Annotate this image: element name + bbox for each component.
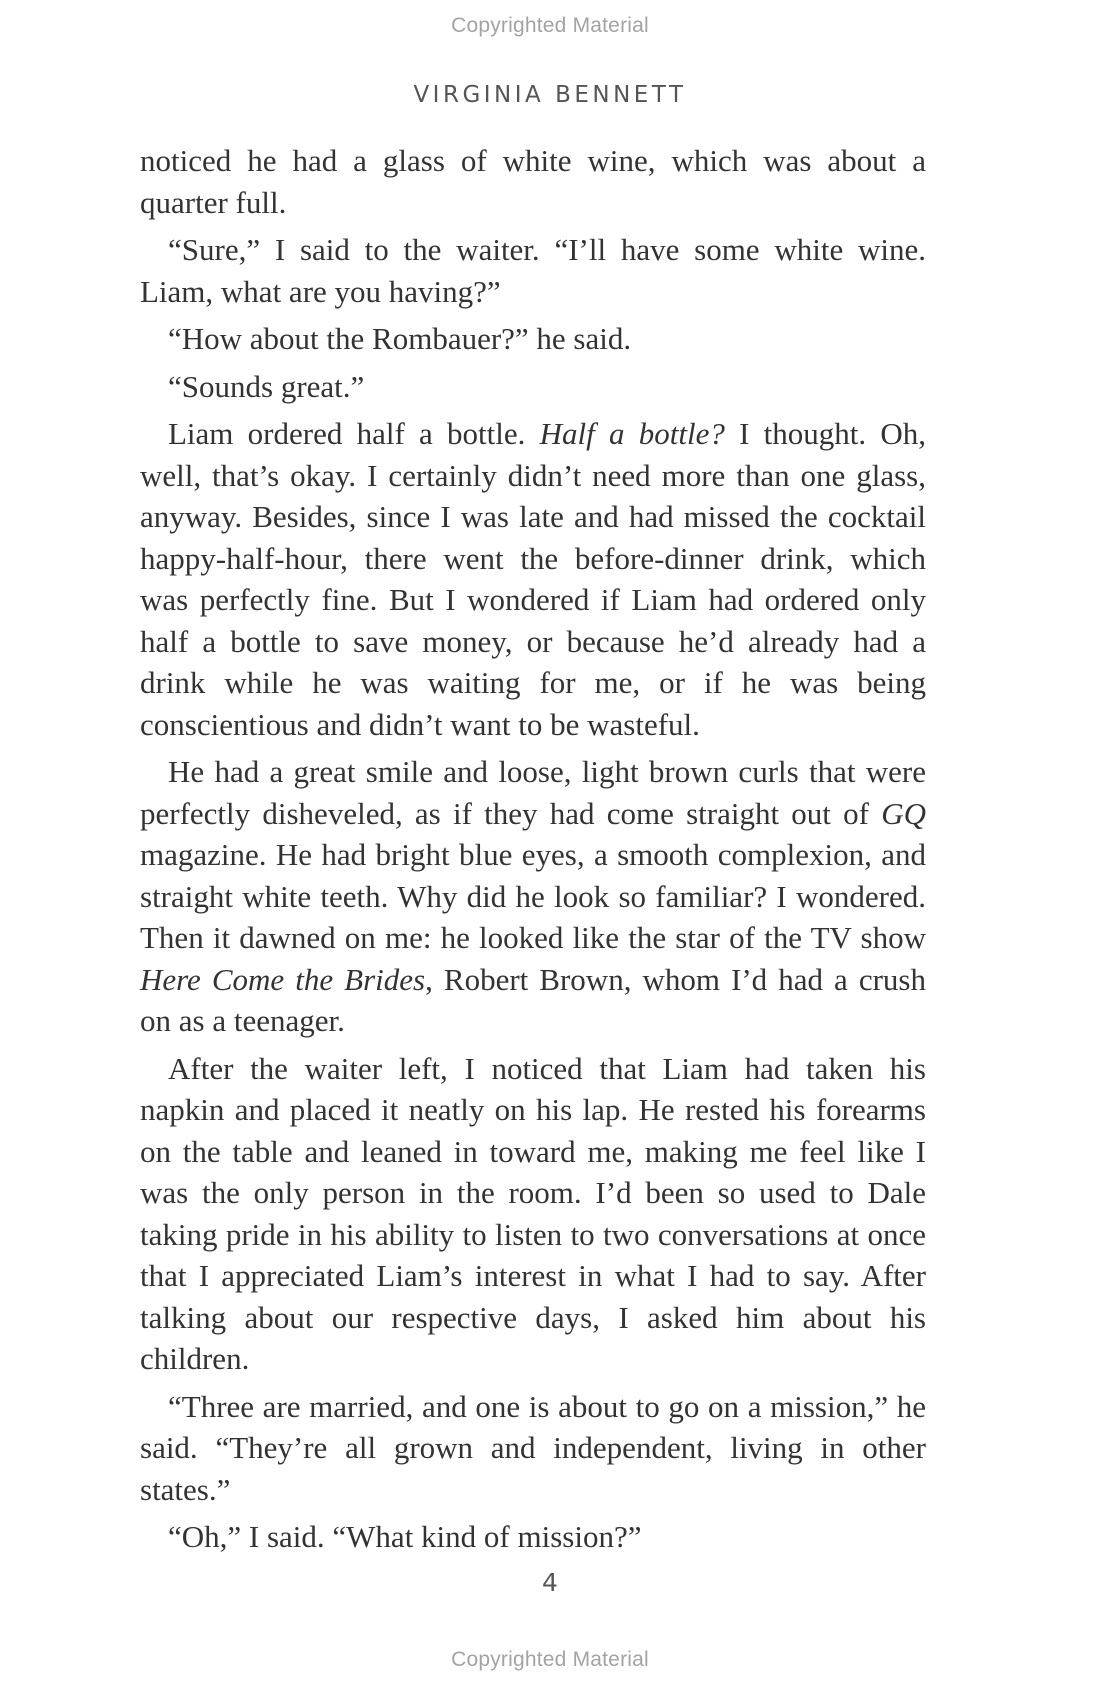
paragraph-3: “How about the Rombauer?” he said. (168, 321, 632, 356)
running-head: VIRGINIA BENNETT (413, 82, 687, 108)
paragraph-6-text-c: , Robert Brown, whom I’d had a crush on as a teenager. (140, 961, 926, 1038)
page-body (140, 140, 926, 1564)
paragraph-6 (140, 751, 926, 1042)
paragraph-6-italic-gq: GQ (881, 795, 926, 831)
paragraph-4: “Sounds great.” (168, 368, 365, 404)
copyright-watermark-bottom: Copyrighted Material (451, 1648, 649, 1671)
paragraph-6-text-b: magazine. He had bright blue eyes, a smooth complexion, and straight white teeth. Why did he look so familiar? I wondered. Then it dawned on me: he looked like the star of the TV show (140, 837, 926, 955)
paragraph-2: “Sure,” I said to the waiter. “I’ll have some white wine. Liam, what are you having?” (140, 232, 926, 309)
paragraph-5 (140, 413, 926, 745)
paragraph-5-text-b: I thought. Oh, well, that’s okay. I certainly didn’t need more than one glass, anyway. Besides, since I was late and had missed the cocktail happy-half-hour, there went the before-dinner drink, which was perfectly fine. But I wondered if Liam had ordered only half a bottle to save money, or because he’d already had a drink while he was waiting for me, or if he was being conscientious and didn’t want to be wasteful. (140, 416, 927, 742)
paragraph-6-italic-show-title: Here Come the Brides (140, 961, 426, 997)
paragraph-9: “Oh,” I said. “What kind of mission?” (168, 1519, 642, 1554)
copyright-watermark-top: Copyrighted Material (451, 14, 649, 37)
paragraph-5-italic: Half a bottle? (539, 416, 725, 451)
page-number: 4 (542, 1568, 558, 1597)
paragraph-5-text-a: Liam ordered half a bottle. (168, 416, 540, 451)
paragraph-8: “Three are married, and one is about to go on a mission,” he said. “They’re all grown and independent, living in other states.” (140, 1388, 926, 1507)
paragraph-1: noticed he had a glass of white wine, which was about a quarter full. (140, 143, 926, 220)
paragraph-6-text-a: He had a great smile and loose, light brown curls that were perfectly disheveled, as if they had come straight out of (140, 754, 926, 831)
paragraph-7: After the waiter left, I noticed that Liam had taken his napkin and placed it neatly on his lap. He rested his forearms on the table and leaned in toward me, making me feel like I was the only person in the room. I’d been so used to Dale taking pride in his ability to listen to two conversations at once that I appreciated Liam’s interest in what I had to say. After talking about our respective days, I asked him about his children. (140, 1050, 926, 1376)
